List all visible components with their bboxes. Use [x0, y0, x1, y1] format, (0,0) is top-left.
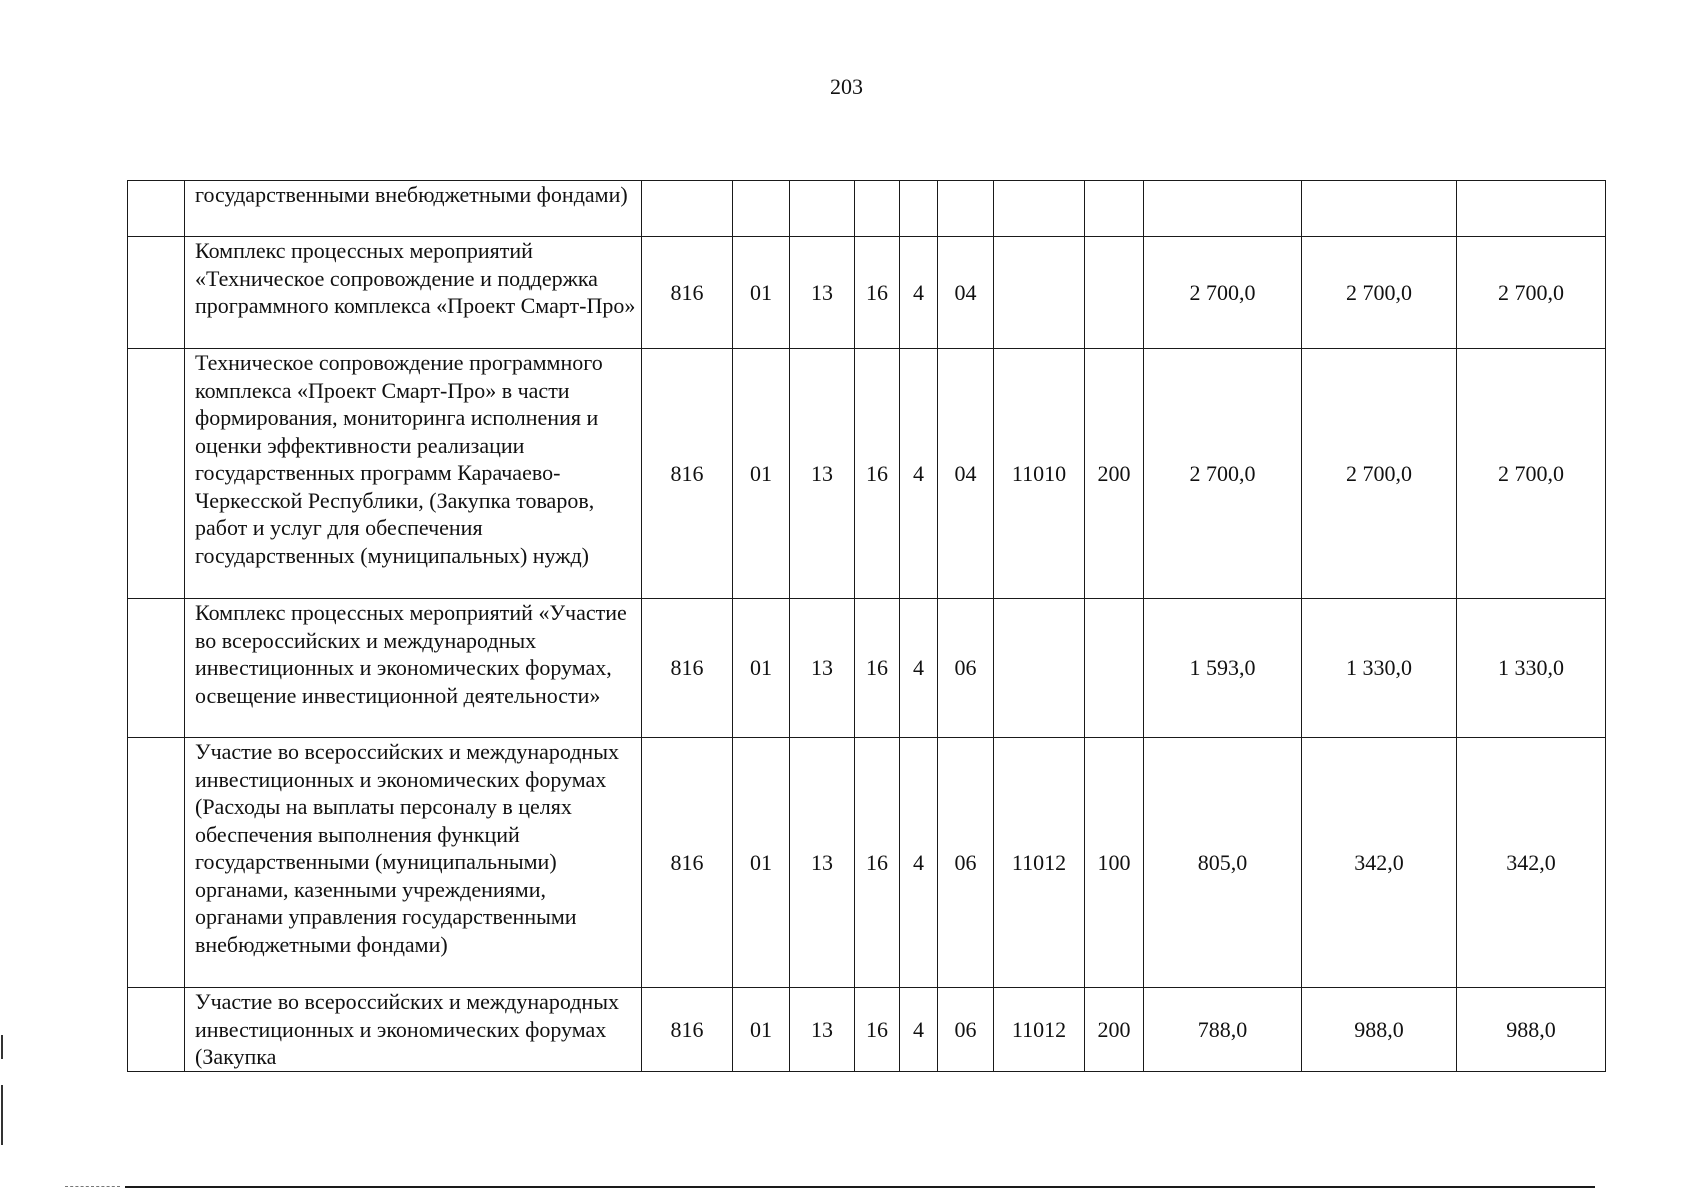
direction-code-cell: 11012: [994, 988, 1085, 1072]
subsection-code-cell: 13: [790, 237, 855, 349]
expense-type-cell: 200: [1085, 988, 1144, 1072]
subsection-code-cell: 13: [790, 988, 855, 1072]
subprogram-code-cell: 4: [900, 599, 938, 738]
direction-code-cell: [994, 181, 1085, 237]
row-number-cell: [128, 181, 185, 237]
amount-cell-3: 2 700,0: [1457, 237, 1606, 349]
subprogram-code-cell: 4: [900, 738, 938, 988]
direction-code-cell: [994, 599, 1085, 738]
subprogram-code-cell: 4: [900, 988, 938, 1072]
section-code-cell: 01: [733, 988, 790, 1072]
subprogram-code-cell: [900, 181, 938, 237]
program-code-cell: 16: [855, 237, 900, 349]
section-code-cell: 01: [733, 237, 790, 349]
description-cell: государственными внебюджетными фондами): [185, 181, 642, 237]
subsection-code-cell: [790, 181, 855, 237]
section-code-cell: 01: [733, 738, 790, 988]
description-cell: Участие во всероссийских и международных инвестиционных и экономических форумах (Расходы на выплаты персоналу в целях обеспечения выполнения функций государственными (муниципальными) органами, казенными учреждениями, органами управления государственными внебюджетными фондами): [185, 738, 642, 988]
section-code-cell: 01: [733, 349, 790, 599]
amount-cell-2: 2 700,0: [1302, 349, 1457, 599]
program-code-cell: 16: [855, 988, 900, 1072]
amount-cell-3: [1457, 181, 1606, 237]
table-row: [128, 237, 1606, 349]
event-code-cell: 06: [938, 599, 994, 738]
event-code-cell: 04: [938, 237, 994, 349]
section-code-cell: [733, 181, 790, 237]
amount-cell-3: 342,0: [1457, 738, 1606, 988]
row-number-cell: [128, 988, 185, 1072]
expense-type-cell: [1085, 237, 1144, 349]
page-number: 203: [830, 74, 863, 99]
program-code-cell: 16: [855, 738, 900, 988]
budget-table: [127, 180, 1606, 1072]
direction-code-cell: 11010: [994, 349, 1085, 599]
expense-type-cell: 100: [1085, 738, 1144, 988]
subprogram-code-cell: 4: [900, 349, 938, 599]
expense-type-cell: [1085, 181, 1144, 237]
direction-code-cell: 11012: [994, 738, 1085, 988]
table-row: [128, 988, 1606, 1072]
section-code-cell: 01: [733, 599, 790, 738]
program-code-cell: 16: [855, 349, 900, 599]
subsection-code-cell: 13: [790, 349, 855, 599]
row-number-cell: [128, 349, 185, 599]
direction-code-cell: [994, 237, 1085, 349]
ministry-code-cell: [642, 181, 733, 237]
amount-cell-2: 988,0: [1302, 988, 1457, 1072]
footer-rule: [125, 1186, 1595, 1188]
amount-cell-1: 2 700,0: [1144, 237, 1302, 349]
event-code-cell: [938, 181, 994, 237]
program-code-cell: 16: [855, 599, 900, 738]
amount-cell-2: 2 700,0: [1302, 237, 1457, 349]
amount-cell-2: 1 330,0: [1302, 599, 1457, 738]
ministry-code-cell: 816: [642, 988, 733, 1072]
margin-scan-mark: [1, 1035, 3, 1059]
description-cell: Техническое сопровождение программного комплекса «Проект Смарт-Про» в части формирования, мониторинга исполнения и оценки эффективности реализации государственных программ Карачаево-Черкесской Республики, (Закупка товаров, работ и услуг для обеспечения государственных (муниципальных) нужд): [185, 349, 642, 599]
description-cell: Участие во всероссийских и международных инвестиционных и экономических форумах (Закупка: [185, 988, 642, 1072]
amount-cell-3: 2 700,0: [1457, 349, 1606, 599]
ministry-code-cell: 816: [642, 237, 733, 349]
subsection-code-cell: 13: [790, 599, 855, 738]
row-number-cell: [128, 599, 185, 738]
amount-cell-1: [1144, 181, 1302, 237]
event-code-cell: 04: [938, 349, 994, 599]
table-row: [128, 738, 1606, 988]
row-number-cell: [128, 738, 185, 988]
margin-scan-mark: [1, 1085, 3, 1145]
description-cell: Комплекс процессных мероприятий «Техническое сопровождение и поддержка программного комплекса «Проект Смарт-Про»: [185, 237, 642, 349]
description-cell: Комплекс процессных мероприятий «Участие во всероссийских и международных инвестиционных и экономических форумах, освещение инвестиционной деятельности»: [185, 599, 642, 738]
amount-cell-1: 805,0: [1144, 738, 1302, 988]
subsection-code-cell: 13: [790, 738, 855, 988]
subprogram-code-cell: 4: [900, 237, 938, 349]
ministry-code-cell: 816: [642, 738, 733, 988]
footer-rule-dashed: [65, 1186, 120, 1187]
row-number-cell: [128, 237, 185, 349]
event-code-cell: 06: [938, 988, 994, 1072]
ministry-code-cell: 816: [642, 599, 733, 738]
ministry-code-cell: 816: [642, 349, 733, 599]
event-code-cell: 06: [938, 738, 994, 988]
table-row: [128, 599, 1606, 738]
amount-cell-1: 788,0: [1144, 988, 1302, 1072]
amount-cell-1: 1 593,0: [1144, 599, 1302, 738]
amount-cell-3: 988,0: [1457, 988, 1606, 1072]
amount-cell-1: 2 700,0: [1144, 349, 1302, 599]
table-row: [128, 349, 1606, 599]
amount-cell-3: 1 330,0: [1457, 599, 1606, 738]
expense-type-cell: 200: [1085, 349, 1144, 599]
amount-cell-2: [1302, 181, 1457, 237]
expense-type-cell: [1085, 599, 1144, 738]
program-code-cell: [855, 181, 900, 237]
amount-cell-2: 342,0: [1302, 738, 1457, 988]
table-row: [128, 181, 1606, 237]
